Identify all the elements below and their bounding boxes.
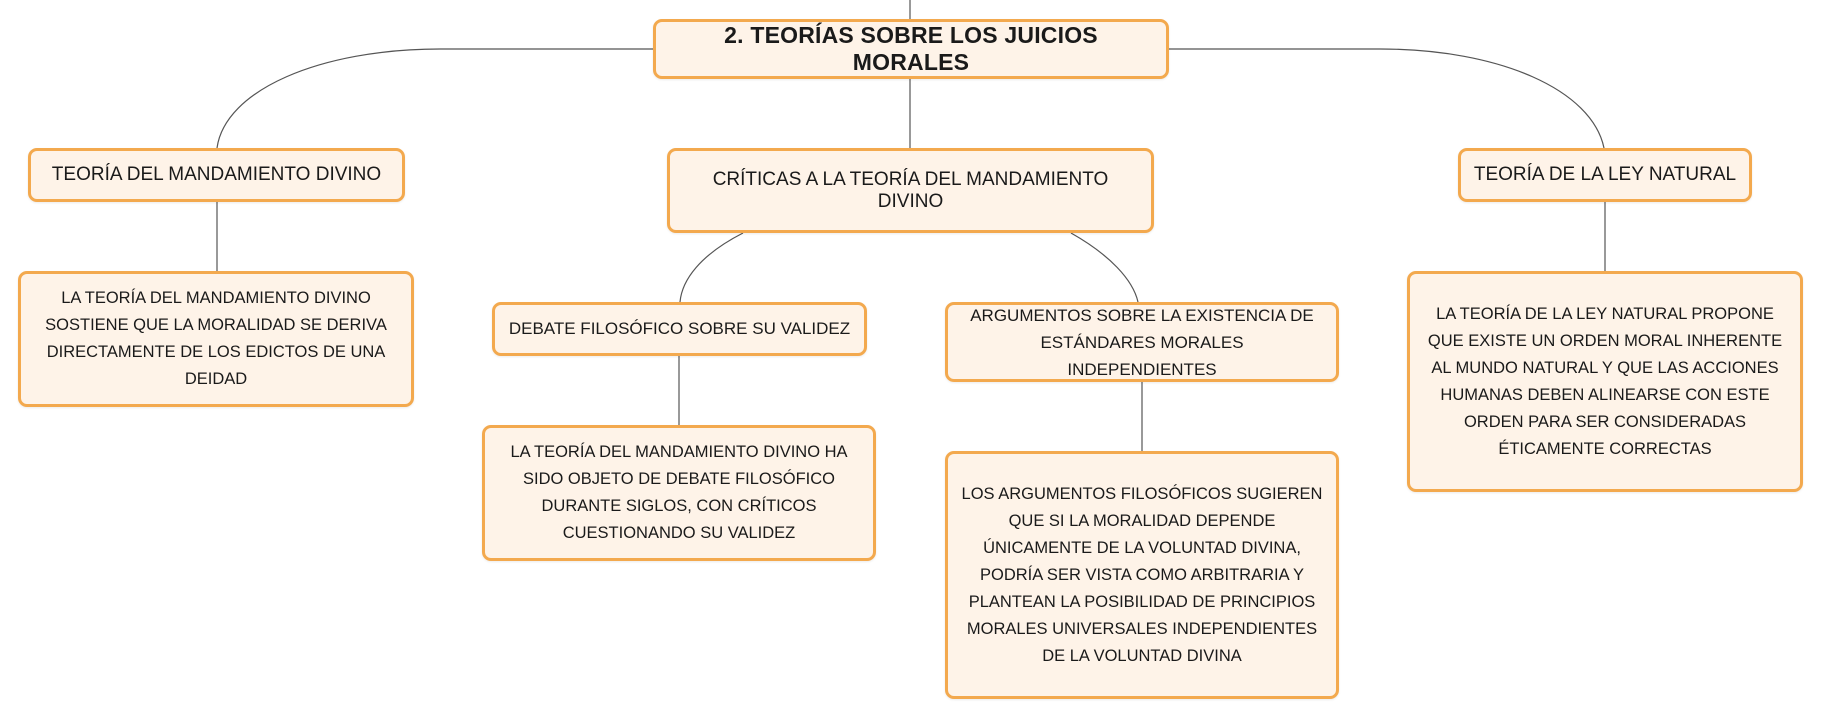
connector-root-to-natural-law [1168,49,1604,148]
arguments-node[interactable] [945,302,1339,382]
arguments-label: ARGUMENTOS SOBRE LA EXISTENCIA DE ESTÁNDARES MORALES INDEPENDIENTES [970,305,1314,379]
debate-node[interactable] [492,302,867,356]
root-topic-label: 2. TEORÍAS SOBRE LOS JUICIOS MORALES [724,22,1098,75]
connector-root-to-divine-command [217,49,654,148]
natural-law-detail-text: LA TEORÍA DE LA LEY NATURAL PROPONE QUE EXISTE UN ORDEN MORAL INHERENTE AL MUNDO NATURAL Y QUE LAS ACCIONES HUMANAS DEBEN ALINEARSE CON ESTE ORDEN PARA SER CONSIDERADAS ÉTICAMENTE CORRECTAS [1427,304,1783,458]
criticisms-node[interactable] [667,148,1154,233]
divine-command-detail-text: LA TEORÍA DEL MANDAMIENTO DIVINO SOSTIENE QUE LA MORALIDAD SE DERIVA DIRECTAMENTE DE LOS EDICTOS DE UNA DEIDAD [45,289,387,388]
debate-label: DEBATE FILOSÓFICO SOBRE SU VALIDEZ [508,319,851,338]
natural-law-label: TEORÍA DE LA LEY NATURAL [1473,164,1737,185]
divine-command-detail-node[interactable] [18,271,414,407]
divine-command-label: TEORÍA DEL MANDAMIENTO DIVINO [51,164,382,185]
arguments-detail-text: LOS ARGUMENTOS FILOSÓFICOS SUGIEREN QUE SI LA MORALIDAD DEPENDE ÚNICAMENTE DE LA VOLUNTAD DIVINA, PODRÍA SER VISTA COMO ARBITRARIA Y PLANTEAN LA POSIBILIDAD DE PRINCIPIOS MORALES UNIVERSALES INDEPENDIENTES DE LA VOLUNTAD DIVINA [961,484,1323,665]
debate-detail-node[interactable] [482,425,876,561]
natural-law-detail-node[interactable] [1407,271,1803,492]
criticisms-label: CRÍTICAS A LA TEORÍA DEL MANDAMIENTO DIVINO [712,168,1109,212]
root-topic-node[interactable] [653,19,1169,79]
connector-criticisms-to-arguments [1071,233,1138,302]
connector-criticisms-to-debate [680,233,743,302]
debate-detail-text: LA TEORÍA DEL MANDAMIENTO DIVINO HA SIDO OBJETO DE DEBATE FILOSÓFICO DURANTE SIGLOS, CON CRÍTICOS CUESTIONANDO SU VALIDEZ [510,443,848,542]
natural-law-node[interactable] [1458,148,1752,202]
arguments-detail-node[interactable] [945,451,1339,699]
divine-command-node[interactable] [28,148,405,202]
